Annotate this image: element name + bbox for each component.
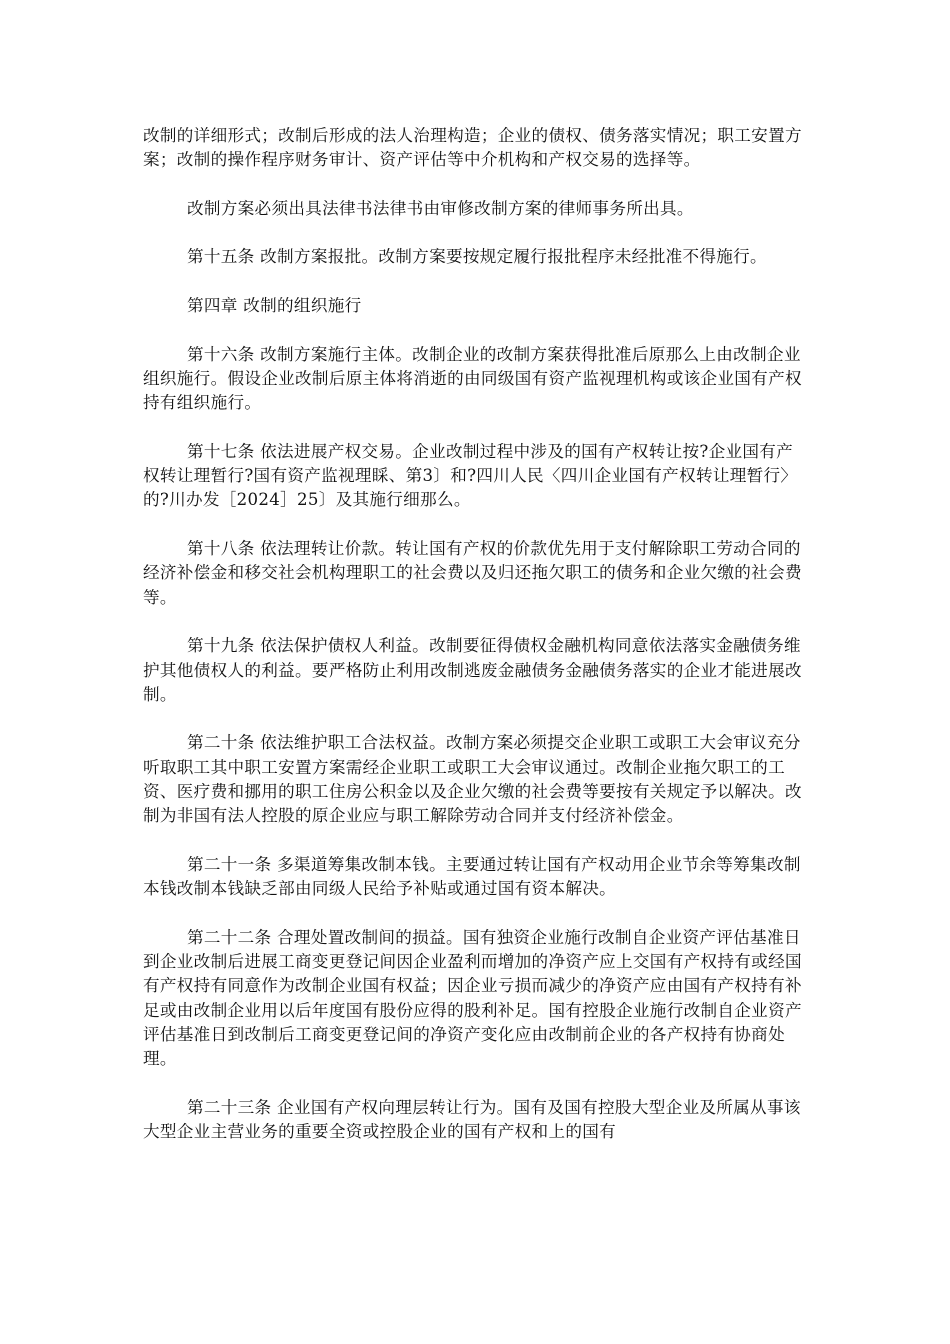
paragraph-legal-opinion: 改制方案必须出具法律书法律书由审修改制方案的律师事务所出具。 xyxy=(186,198,694,218)
chapter-heading-4: 第四章 改制的组织施行 xyxy=(186,296,362,316)
document-body xyxy=(143,124,808,1144)
paragraph-article-20: 第二十条 依法维护职工合法权益。改制方案必须提交企业职工或职工大会审议充分听取职工其中职工安置方案需经企业职工或职工大会审议通过。改制企业拖欠职工的工资、医疗费和挪用的职工住房公积金以及企业欠缴的社会费等要按有关规定予以解决。改制为非国有法人控股的原企业应与职工解除劳动合同并支付经济补偿金。 xyxy=(143,733,802,826)
paragraph-article-17: 第十七条 依法进展产权交易。企业改制过程中涉及的国有产权转让按?企业国有产权转让理暂行?国有资产监视理睬、第3〕和?四川人民〈四川企业国有产权转让理暂行〉的?川办发［2024］25〕及其施行细那么。 xyxy=(143,441,798,510)
paragraph-article-22: 第二十二条 合理处置改制间的损益。国有独资企业施行改制自企业资产评估基准日到企业改制后进展工商变更登记间因企业盈利而增加的净资产应上交国有产权持有或经国有产权持有同意作为改制企业国有权益；因企业亏损而减少的净资产应由国有产权持有补足或由改制企业用以后年度国有股份应得的股利补足。国有控股企业施行改制自企业资产评估基准日到改制后工商变更登记间的净资产变化应由改制前企业的各产权持有协商处理。 xyxy=(143,927,802,1069)
paragraph-reform-form: 改制的详细形式；改制后形成的法人治理构造；企业的债权、债务落实情况；职工安置方案；改制的操作程序财务审计、资产评估等中介机构和产权交易的选择等。 xyxy=(143,126,802,170)
paragraph-article-23: 第二十三条 企业国有产权向理层转让行为。国有及国有控股大型企业及所属从事该大型企业主营业务的重要全资或控股企业的国有产权和上的国有 xyxy=(143,1097,801,1142)
paragraph-article-18: 第十八条 依法理转让价款。转让国有产权的价款优先用于支付解除职工劳动合同的经济补偿金和移交社会机构理职工的社会费以及归还拖欠职工的债务和企业欠缴的社会费等。 xyxy=(143,539,802,607)
paragraph-article-19: 第十九条 依法保护债权人利益。改制要征得债权金融机构同意依法落实金融债务维护其他债权人的利益。要严格防止利用改制逃废金融债务金融债务落实的企业才能进展改制。 xyxy=(143,636,802,704)
paragraph-article-15: 第十五条 改制方案报批。改制方案要按规定履行报批程序未经批准不得施行。 xyxy=(186,247,767,267)
paragraph-article-21: 第二十一条 多渠道筹集改制本钱。主要通过转让国有产权动用企业节余等筹集改制本钱改制本钱缺乏部由同级人民给予补贴或通过国有资本解决。 xyxy=(143,854,801,899)
paragraph-article-16: 第十六条 改制方案施行主体。改制企业的改制方案获得批准后原那么上由改制企业组织施行。假设企业改制后原主体将消逝的由同级国有资产监视理机构或该企业国有产权持有组织施行。 xyxy=(143,344,802,413)
